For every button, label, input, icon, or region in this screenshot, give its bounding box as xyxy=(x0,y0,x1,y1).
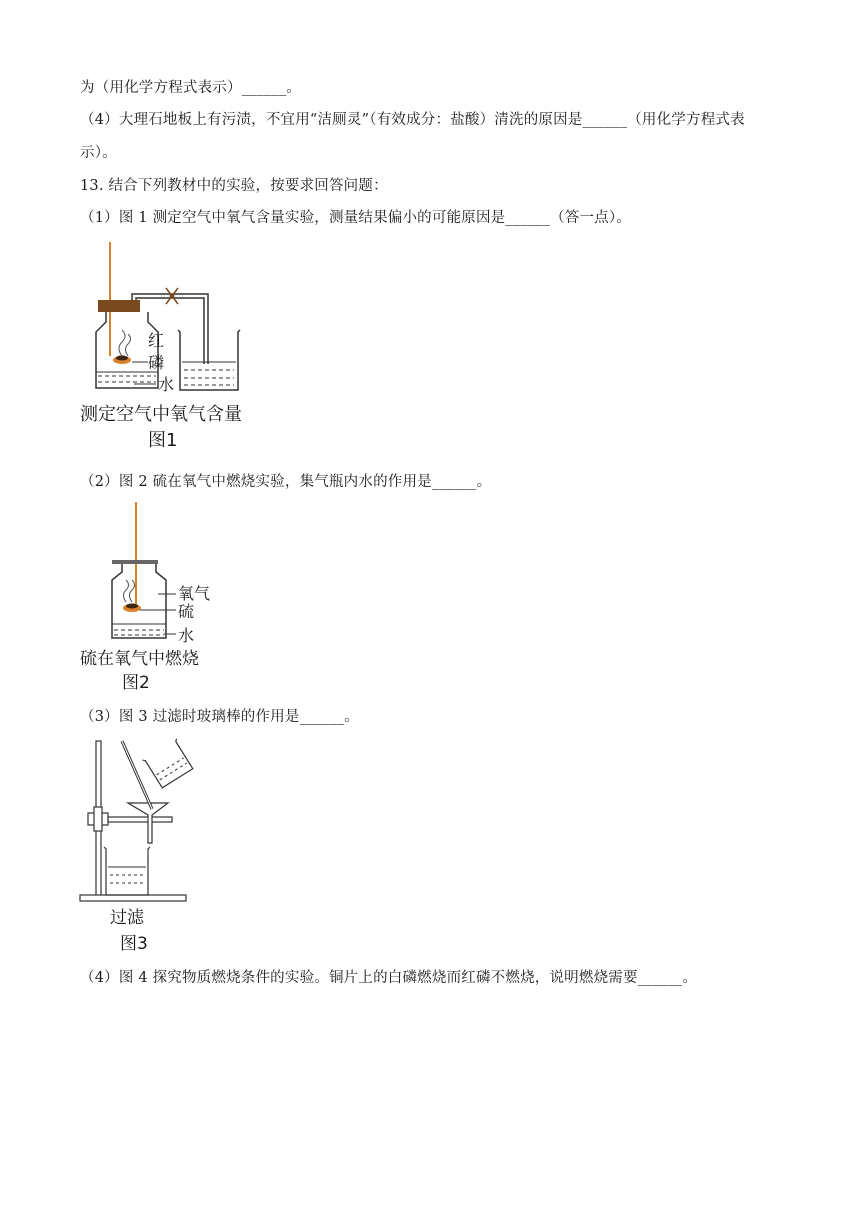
figure-1 xyxy=(72,238,272,464)
text-line-3: 示）。 xyxy=(80,145,117,161)
figure-2-caption: 硫在氧气中燃烧 xyxy=(80,649,199,669)
question-13-part-2: （2）图 2 硫在氧气中燃烧实验，集气瓶内水的作用是______。 xyxy=(80,474,492,490)
figure-3 xyxy=(72,733,212,959)
sulfur-combustion-apparatus xyxy=(72,500,232,696)
figure-1-caption: 测定空气中氧气含量 xyxy=(80,404,242,425)
text-line-1: 为（用化学方程式表示）______。 xyxy=(80,80,302,96)
label-water: 水 xyxy=(178,626,195,645)
figure-3-number: 图3 xyxy=(120,934,148,954)
label-water: 水 xyxy=(158,375,175,394)
label-red: 红 xyxy=(148,331,165,350)
oxygen-content-apparatus xyxy=(72,238,272,460)
question-13-part-4: （4）图 4 探究物质燃烧条件的实验。铜片上的白磷燃烧而红磷不燃烧，说明燃烧需要______。 xyxy=(80,970,698,986)
filtration-apparatus xyxy=(72,733,212,955)
figure-2 xyxy=(72,500,232,700)
text-line-2: （4）大理石地板上有污渍，不宜用“洁厕灵”（有效成分：盐酸）清洗的原因是______（用化学方程式表 xyxy=(80,112,745,128)
label-oxygen: 氧气 xyxy=(178,584,211,603)
question-13-part-1: （1）图 1 测定空气中氧气含量实验，测量结果偏小的可能原因是______（答一点）。 xyxy=(80,210,632,226)
figure-3-caption: 过滤 xyxy=(110,908,144,928)
label-sulfur: 硫 xyxy=(178,602,195,621)
figure-1-number: 图1 xyxy=(148,430,178,451)
question-13-part-3: （3）图 3 过滤时玻璃棒的作用是______。 xyxy=(80,709,359,725)
figure-2-number: 图2 xyxy=(122,673,150,693)
question-13: 13. 结合下列教材中的实验，按要求回答问题： xyxy=(80,178,388,194)
label-phosphorus: 磷 xyxy=(148,353,165,372)
